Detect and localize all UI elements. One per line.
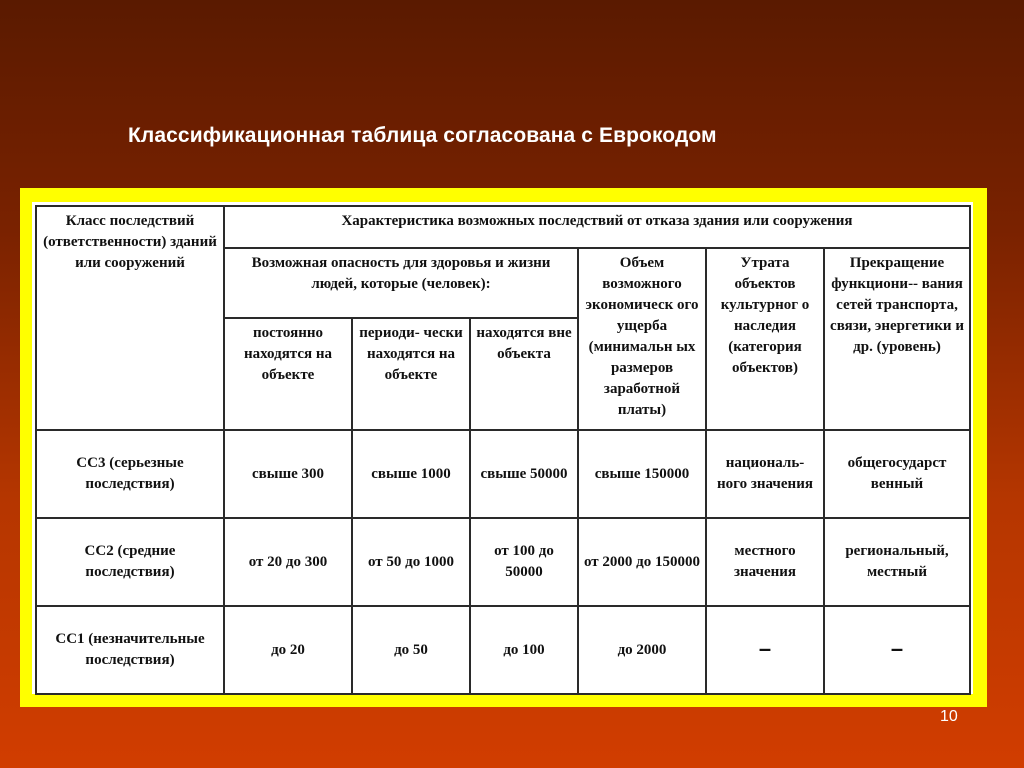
economic-cell bbox=[578, 518, 706, 606]
table-paper bbox=[32, 202, 973, 694]
networks-value: – bbox=[890, 635, 904, 661]
networks-cell bbox=[824, 518, 970, 606]
table-highlight-frame bbox=[20, 188, 987, 707]
periodic-value: от 50 до 1000 bbox=[367, 553, 454, 570]
networks-value: региональный, местный bbox=[845, 543, 949, 580]
header-cultural-cell bbox=[706, 248, 824, 430]
economic-value: от 2000 до 150000 bbox=[583, 553, 700, 570]
header-periodic-label: периоди- чески находятся на объекте bbox=[359, 325, 463, 383]
page-number: 10 bbox=[940, 708, 958, 725]
header-permanent-label: постоянно находятся на объекте bbox=[243, 325, 333, 383]
outside-cell bbox=[470, 430, 578, 518]
periodic-cell bbox=[352, 606, 470, 694]
networks-cell bbox=[824, 606, 970, 694]
economic-cell bbox=[578, 430, 706, 518]
header-danger-group-label: Возможная опасность для здоровья и жизни людей, которые (человек): bbox=[251, 255, 551, 292]
header-danger-group-cell bbox=[224, 248, 578, 318]
economic-cell bbox=[578, 606, 706, 694]
header-economic-cell bbox=[578, 248, 706, 430]
outside-value: свыше 50000 bbox=[480, 465, 568, 482]
table-row bbox=[36, 606, 970, 694]
outside-value: от 100 до 50000 bbox=[494, 543, 554, 580]
header-networks-cell bbox=[824, 248, 970, 430]
permanent-value: до 20 bbox=[271, 641, 305, 658]
class-cell bbox=[36, 430, 224, 518]
economic-value: до 2000 bbox=[617, 641, 667, 658]
networks-cell bbox=[824, 430, 970, 518]
permanent-value: от 20 до 300 bbox=[248, 553, 328, 570]
table-row bbox=[36, 430, 970, 518]
cultural-value: националь- ного значения bbox=[717, 455, 813, 492]
header-row-1 bbox=[36, 206, 970, 248]
permanent-cell bbox=[224, 430, 352, 518]
periodic-cell bbox=[352, 430, 470, 518]
networks-value: общегосударст венный bbox=[847, 455, 947, 492]
header-cultural-label: Утрата объектов культурног о наследия (категория объектов) bbox=[720, 255, 810, 376]
outside-cell bbox=[470, 518, 578, 606]
class-label: СС3 (серьезные последствия) bbox=[76, 455, 184, 492]
slide-title: Классификационная таблица согласована с Еврокодом bbox=[128, 124, 717, 147]
class-cell bbox=[36, 518, 224, 606]
header-economic-label: Объем возможного экономическ ого ущерба (минимальн ых размеров заработной платы) bbox=[585, 255, 699, 418]
header-permanent-cell bbox=[224, 318, 352, 430]
header-class-cell bbox=[36, 206, 224, 430]
periodic-cell bbox=[352, 518, 470, 606]
cultural-cell bbox=[706, 430, 824, 518]
class-label: СС2 (средние последствия) bbox=[84, 543, 176, 580]
header-class-label: Класс последствий (ответственности) зданий или сооружений bbox=[43, 213, 217, 271]
header-networks-label: Прекращение функциони-- вания сетей транспорта, связи, энергетики и др. (уровень) bbox=[830, 255, 964, 355]
outside-value: до 100 bbox=[503, 641, 545, 658]
cultural-cell bbox=[706, 606, 824, 694]
permanent-cell bbox=[224, 518, 352, 606]
header-periodic-cell bbox=[352, 318, 470, 430]
header-outside-cell bbox=[470, 318, 578, 430]
cultural-value: – bbox=[758, 635, 772, 661]
header-characteristic-cell bbox=[224, 206, 970, 248]
periodic-value: свыше 1000 bbox=[371, 465, 451, 482]
permanent-value: свыше 300 bbox=[251, 465, 325, 482]
classification-table bbox=[35, 205, 971, 695]
outside-cell bbox=[470, 606, 578, 694]
permanent-cell bbox=[224, 606, 352, 694]
table-row bbox=[36, 518, 970, 606]
periodic-value: до 50 bbox=[394, 641, 428, 658]
cultural-cell bbox=[706, 518, 824, 606]
header-outside-label: находятся вне объекта bbox=[476, 325, 572, 362]
economic-value: свыше 150000 bbox=[594, 465, 690, 482]
cultural-value: местного значения bbox=[733, 543, 797, 580]
class-label: СС1 (незначительные последствия) bbox=[55, 631, 205, 668]
header-characteristic-label: Характеристика возможных последствий от отказа здания или сооружения bbox=[341, 213, 853, 229]
class-cell bbox=[36, 606, 224, 694]
